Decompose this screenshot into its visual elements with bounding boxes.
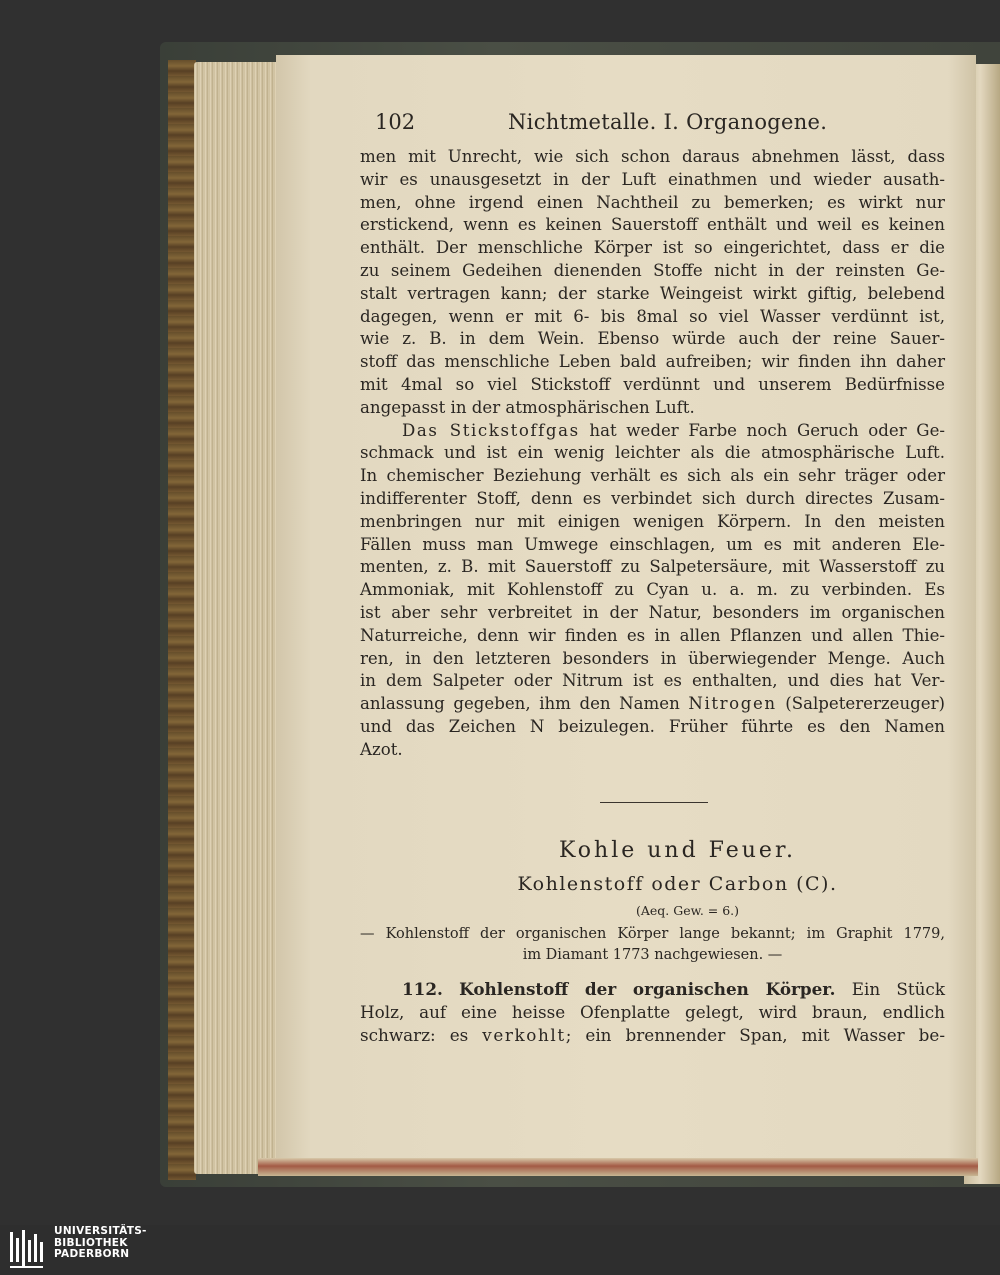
text-fragment: anlassung gegeben, ihm den Namen xyxy=(360,694,689,714)
history-line: — Kohlenstoff der organischen Körper lange bekannt; im Graphit 1779, xyxy=(360,926,945,942)
text-line: zu seinem Gedeihen dienenden Stoffe nicht in der reinsten Ge- xyxy=(360,260,945,280)
text-line: dagegen, wenn er mit 6- bis 8mal so viel Wasser verdünnt ist, xyxy=(360,306,945,326)
text-line: ren, in den letzteren besonders in überwiegender Menge. Auch xyxy=(360,648,945,668)
text-line: stoff das menschliche Leben bald aufreiben; wir finden ihn daher xyxy=(360,352,945,372)
text-line: stalt vertragen kann; der starke Weingeist wirkt giftig, belebend xyxy=(360,283,945,303)
text-line: in dem Salpeter oder Nitrum ist es enthalten, und dies hat Ver- xyxy=(360,671,945,691)
library-logo-text xyxy=(54,1226,147,1261)
text-fragment: ; ein brennender Span, mit Wasser be- xyxy=(565,1025,946,1045)
body-text xyxy=(360,146,945,762)
history-line: im Diamant 1773 nachgewiesen. — xyxy=(522,947,783,963)
text-fragment: hat weder Farbe noch Geruch oder Ge- xyxy=(579,420,945,440)
section-divider xyxy=(600,802,708,803)
text-line: Naturreiche, denn wir finden es in allen Pflanzen und allen Thie- xyxy=(360,625,945,645)
paragraph-first-line xyxy=(360,420,945,443)
page-edges xyxy=(194,62,284,1174)
term-stickstoffgas: Das Stickstoffgas xyxy=(402,420,580,440)
text-fragment: (Salpetererzeuger) xyxy=(776,694,946,714)
text-line: und das Zeichen N beizulegen. Früher führte es den Namen xyxy=(360,716,945,736)
term-verkohlt: verkohlt xyxy=(482,1025,566,1045)
logo-line: UNIVERSITÄTS- xyxy=(54,1225,147,1237)
text-line: schmack und ist ein wenig leichter als die atmosphärische Luft. xyxy=(360,443,945,463)
running-title: Nichtmetalle. I. Organogene. xyxy=(508,110,828,134)
footer-bar xyxy=(0,1225,1000,1275)
text-line: indifferenter Stoff, denn es verbindet sich durch directes Zusam- xyxy=(360,488,945,508)
history-note xyxy=(360,924,945,966)
page-header xyxy=(360,110,945,144)
paragraph-heading-line xyxy=(360,978,945,1001)
page-text xyxy=(360,110,945,762)
text-line: menten, z. B. mit Sauerstoff zu Salpetersäure, mit Wasserstoff zu xyxy=(360,557,945,577)
text-line: wir es unausgesetzt in der Luft einathmen und wieder ausath- xyxy=(360,169,945,189)
section-title: Kohle und Feuer. xyxy=(558,838,797,863)
text-line: men mit Unrecht, wie sich schon daraus abnehmen lässt, dass xyxy=(360,147,945,166)
text-line xyxy=(360,1024,945,1047)
text-line: Azot. xyxy=(360,739,403,759)
text-line: erstickend, wenn es keinen Sauerstoff enthält und weil es keinen xyxy=(360,215,945,235)
text-line: angepasst in der atmosphärischen Luft. xyxy=(360,397,695,417)
text-line: Ammoniak, mit Kohlenstoff zu Cyan u. a. m. zu verbinden. Es xyxy=(360,580,945,600)
logo-line: PADERBORN xyxy=(54,1248,130,1261)
paragraph-number: 112. xyxy=(402,979,443,999)
library-logo-icon xyxy=(8,1228,48,1272)
text-line: enthält. Der menschliche Körper ist so eingerichtet, dass er die xyxy=(360,238,945,258)
text-line: wie z. B. in dem Wein. Ebenso würde auch der reine Sauer- xyxy=(360,329,945,349)
page-bottom-edge xyxy=(258,1158,978,1176)
section-kohle xyxy=(360,838,945,1047)
text-line xyxy=(360,693,945,716)
text-fragment: schwarz: es xyxy=(360,1025,483,1045)
text-line: menbringen nur mit einigen wenigen Körpern. In den meisten xyxy=(360,511,945,531)
text-fragment: Ein Stück xyxy=(835,979,945,999)
text-line: mit 4mal so viel Stickstoff verdünnt und unserem Bedürfnisse xyxy=(360,374,945,394)
text-line: Fällen muss man Umwege einschlagen, um es mit anderen Ele- xyxy=(360,534,945,554)
page-number: 102 xyxy=(375,110,416,134)
text-line: Holz, auf eine heisse Ofenplatte gelegt, wird braun, endlich xyxy=(360,1002,945,1022)
text-line: ist aber sehr verbreitet in der Natur, besonders im organischen xyxy=(360,602,945,622)
equivalent-weight: (Aeq. Gew. = 6.) xyxy=(635,903,740,918)
text-line: men, ohne irgend einen Nachtheil zu bemerken; es wirkt nur xyxy=(360,192,945,212)
paragraph-heading: Kohlenstoff der organischen Körper. xyxy=(459,979,836,999)
section-subtitle: Kohlenstoff oder Carbon (C). xyxy=(517,873,838,895)
text-line: In chemischer Beziehung verhält es sich als ein sehr träger oder xyxy=(360,466,945,486)
logo-line: BIBLIOTHEK xyxy=(54,1236,128,1249)
book-spine xyxy=(168,60,196,1180)
paragraph-112 xyxy=(360,978,945,1047)
term-nitrogen: Nitrogen xyxy=(688,694,777,714)
